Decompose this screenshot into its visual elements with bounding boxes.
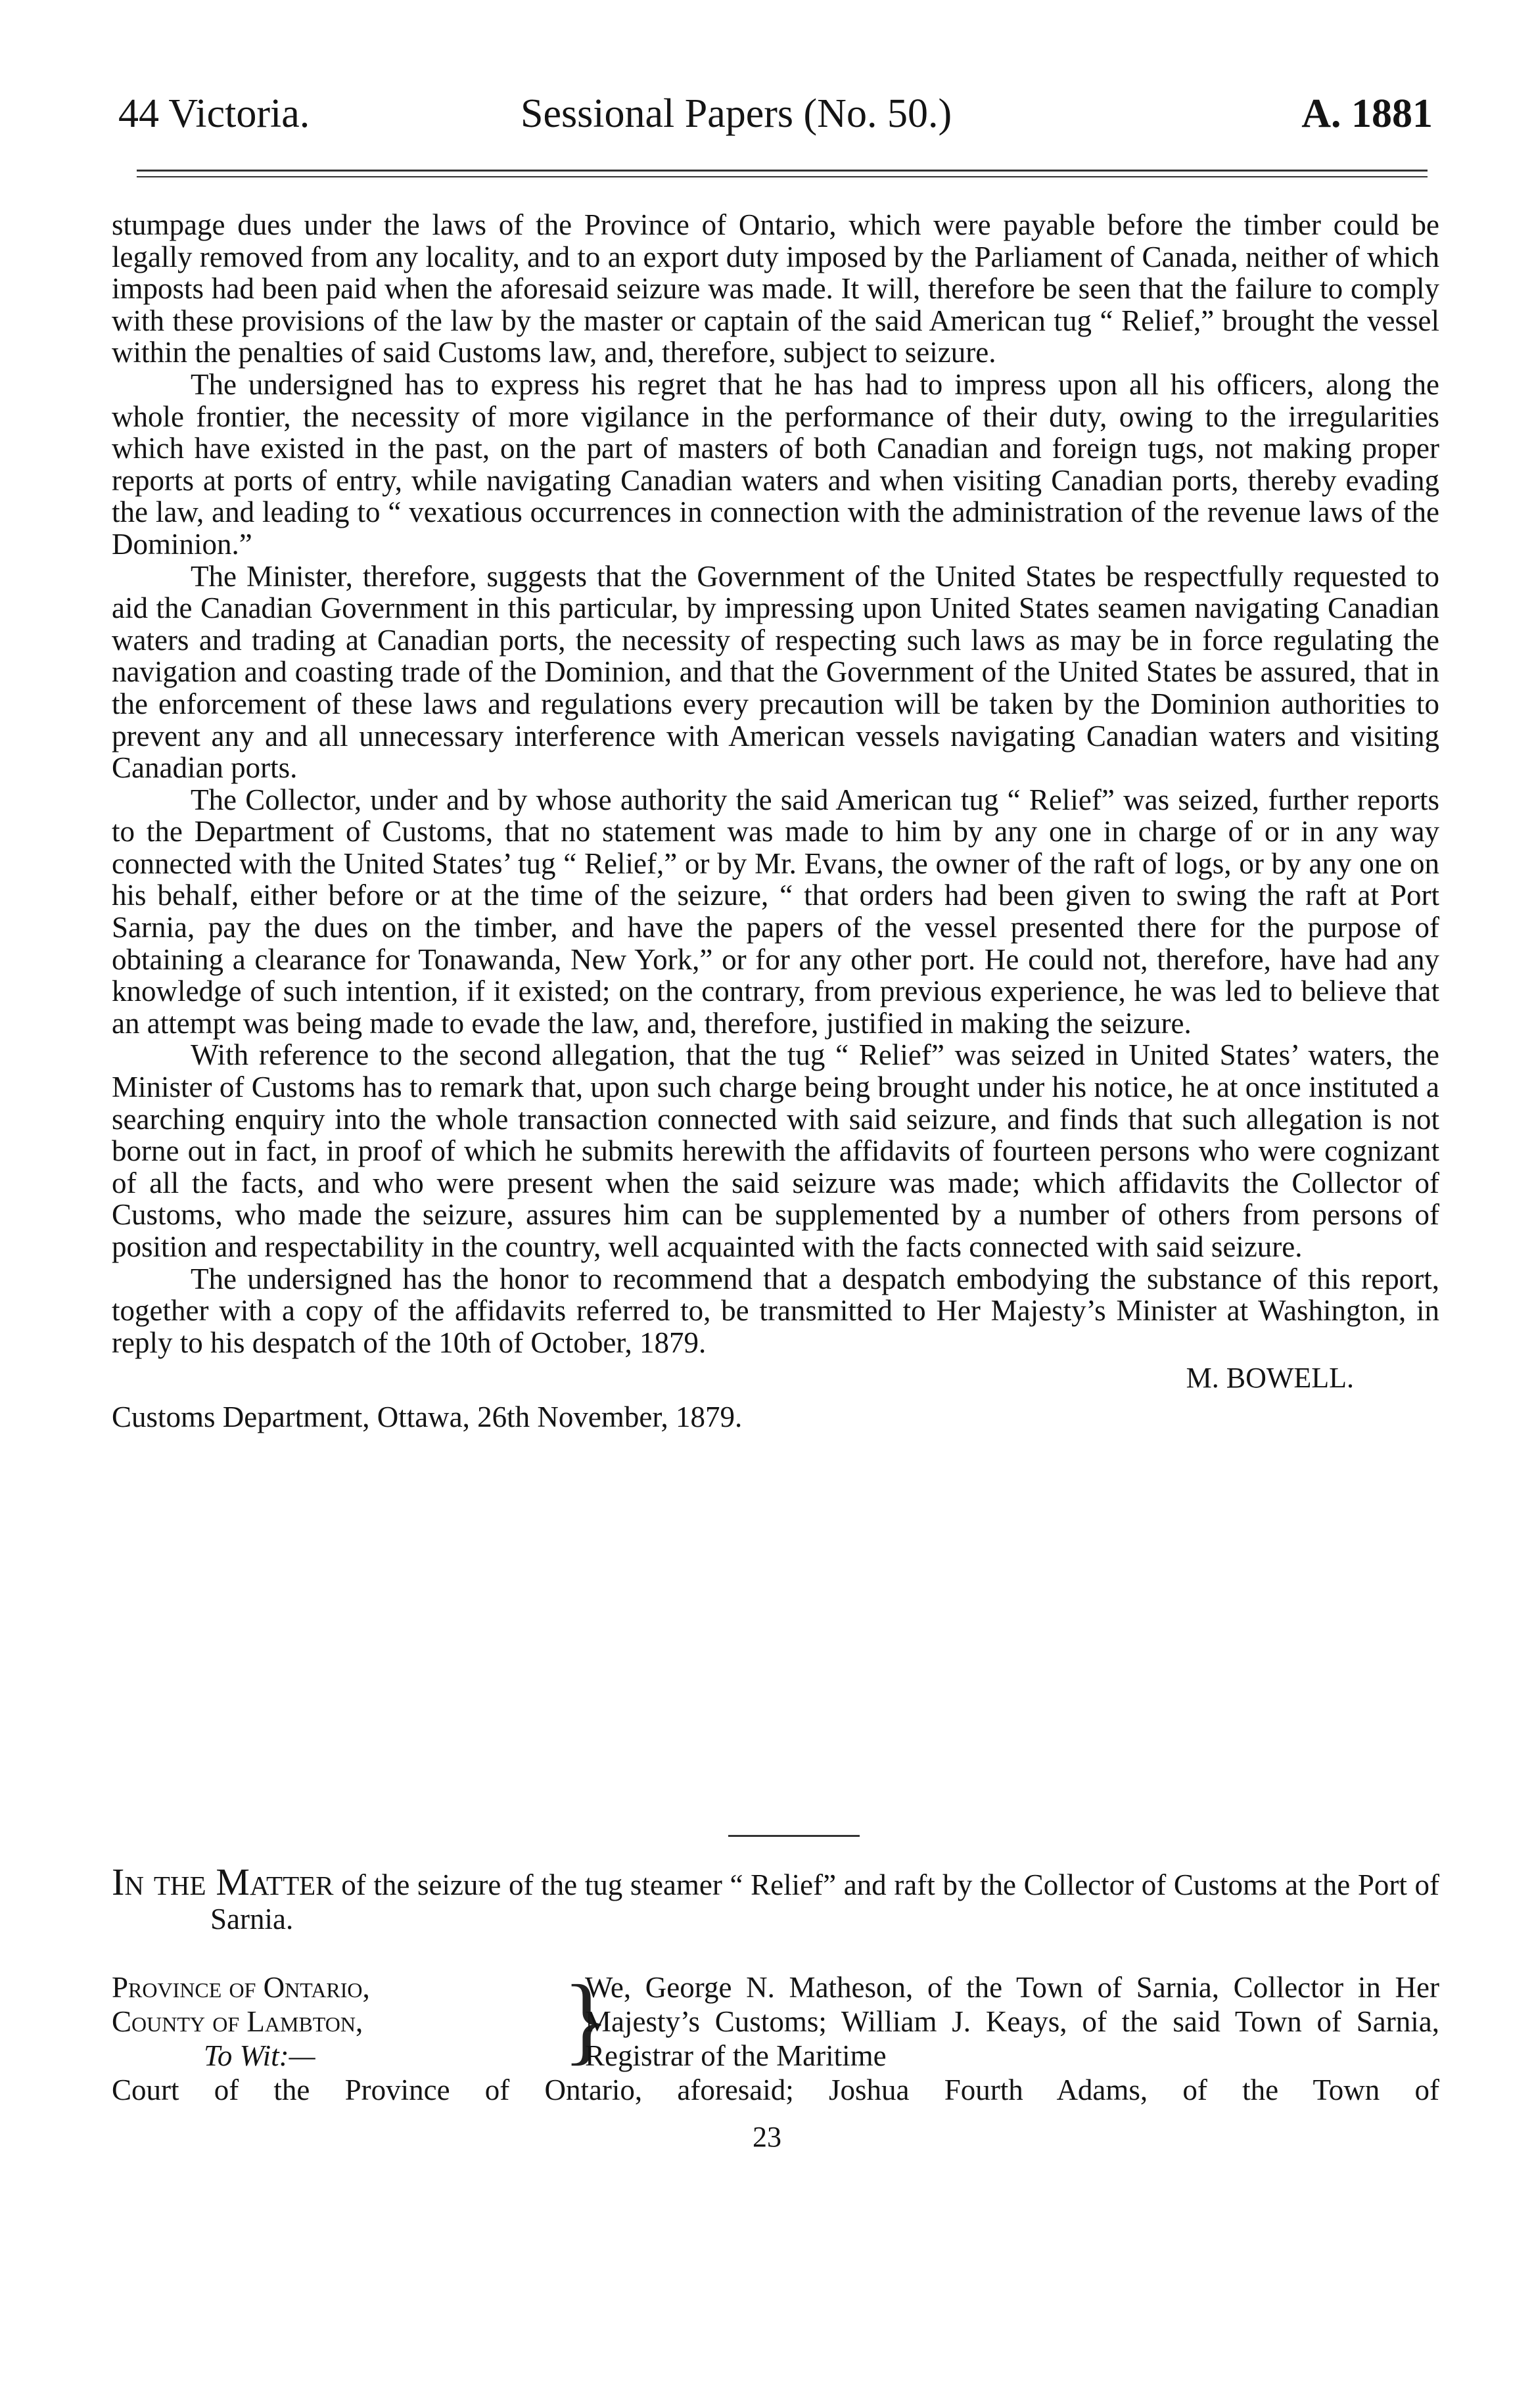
matter-body: of the seizure of the tug steamer “ Relief” and raft by the Collector of Customs at the Port of Sarnia. (210, 1868, 1440, 1935)
paragraph: With reference to the second allegation, that the tug “ Relief” was seized in United States’ waters, the Minister of Customs has to remark that, upon such charge being brought under his notice, he at once instituted a searching enquiry into the whole transaction connected with said seizure, and finds that such allegation is not borne out in fact, in proof of which he submits herewith the affidavits of fourteen persons who were cognizant of all the facts, and who were present when the said seizure was made; which affidavits the Collector of Customs, who made the seizure, assures him can be supplemented by a number of others from persons of position and respectability in the country, well acquainted with the facts connected with said seizure. (112, 1038, 1439, 1263)
deponents-text: We, George N. Matheson, of the Town of Sarnia, Collector in Her Majesty’s Customs; William J. Keays, of the said Town of Sarnia, Registrar of the Maritime (585, 1971, 1439, 2072)
paragraph: The undersigned has the honor to recommend that a despatch embodying the substance of this report, together with a copy of the affidavits referred to, be transmitted to Her Majesty’s Minister at Washington, in reply to his despatch of the 10th of October, 1879. (112, 1262, 1439, 1359)
place-date: Customs Department, Ottawa, 26th November, 1879. (112, 1400, 743, 1433)
signature: M. BOWELL. (1186, 1362, 1354, 1395)
jurisdiction-block (112, 1970, 559, 2073)
body-text (112, 209, 1439, 1433)
matter-heading (112, 1861, 1440, 1936)
paragraph: The Collector, under and by whose authority the said American tug “ Relief” was seized, further reports to the Department of Customs, that no statement was made to him by any one in charge of or in any way connected with the United States’ tug “ Relief,” or by Mr. Evans, the owner of the raft of logs, or by any one on his behalf, either before or at the time of the seizure, “ that orders had been given to swing the raft at Port Sarnia, pay the dues on the timber, and have the papers of the vessel presented there for the purpose of obtaining a clearance for Tonawanda, New York,” or for any other port. He could not, therefore, have had any knowledge of such intention, if it existed; on the contrary, from previous experience, he was led to believe that an attempt was being made to evade the law, and, therefore, justified in making the seizure. (112, 783, 1439, 1040)
section-divider (728, 1835, 860, 1837)
county-line: County of Lambton, (112, 2005, 363, 2038)
header-year: A. 1881 (1301, 91, 1433, 136)
brace-symbol: } (563, 1965, 610, 2074)
matter-initial: In the Matter (112, 1861, 334, 1903)
page-header (118, 84, 1433, 143)
province-line: Province of Ontario, (112, 1971, 370, 2004)
header-rule (137, 170, 1428, 172)
page-number: 23 (753, 2121, 781, 2153)
paragraph: stumpage dues under the laws of the Province of Ontario, which were payable before the timber could be legally removed from any locality, and to an export duty imposed by the Parliament of Canada, neither of which imposts had been paid when the aforesaid seizure was made. It will, therefore be seen that the failure to comply with these provisions of the law by the master or captain of the said American tug “ Relief,” brought the vessel within the penalties of said Customs law, and, therefore, subject to seizure. (112, 208, 1439, 369)
deponents-continued: Court of the Province of Ontario, aforesaid; Joshua Fourth Adams, of the Town of (112, 2073, 1439, 2106)
matter-text (112, 1861, 1440, 1936)
header-session: 44 Victoria. (118, 91, 310, 136)
to-wit-line: To Wit:— (204, 2039, 315, 2072)
header-title: Sessional Papers (No. 50.) (521, 91, 952, 136)
paragraph: The undersigned has to express his regret that he has had to impress upon all his officers, along the whole frontier, the necessity of more vigilance in the performance of their duty, owing to the irregularities which have existed in the past, on the part of masters of both Canadian and foreign tugs, not making proper reports at ports of entry, while navigating Canadian waters and when visiting Canadian ports, thereby evading the law, and leading to “ vexatious occurrences in connection with the administration of the revenue laws of the Dominion.” (112, 367, 1439, 561)
header-rule-secondary (137, 176, 1428, 177)
paragraph: The Minister, therefore, suggests that the Government of the United States be respectfully requested to aid the Canadian Government in this particular, by impressing upon United States seamen navigating Canadian waters and trading at Canadian ports, the necessity of respecting such laws as may be in force regulating the navigation and coasting trade of the Dominion, and that the Government of the United States be assured, that in the enforcement of these laws and regulations every precaution will be taken by the Dominion authorities to prevent any and all unnecessary interference with American vessels navigating Canadian waters and visiting Canadian ports. (112, 559, 1439, 785)
